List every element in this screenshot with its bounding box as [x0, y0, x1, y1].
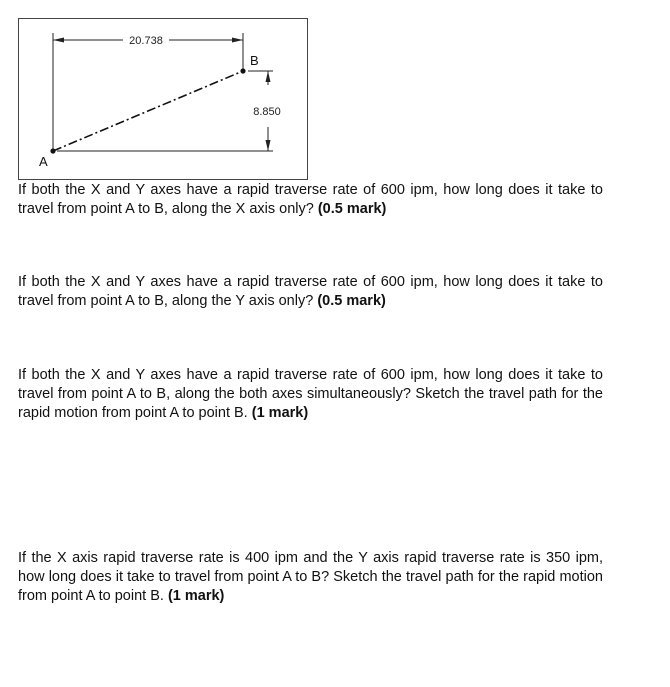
y-arrow-top-icon [266, 71, 271, 82]
question-1-text: If both the X and Y axes have a rapid traverse rate of 600 ipm, how long does it take to travel from point A to B, along the X axis only? [18, 182, 603, 217]
question-2-mark: (0.5 mark) [317, 293, 386, 309]
question-4-mark: (1 mark) [167, 588, 225, 604]
question-3 [18, 366, 603, 423]
y-arrow-bottom-icon [266, 140, 271, 151]
question-2-text: If both the X and Y axes have a rapid traverse rate of 600 ipm, how long does it take to travel from point A to B, along the Y axis only? [18, 274, 603, 309]
question-3-text: If both the X and Y axes have a rapid traverse rate of 600 ipm, how long does it take to travel from point A to B, along the both axes simultaneously? Sketch the travel path for the rapid motion from point A to point B. [18, 367, 603, 421]
point-b-label: B [250, 53, 259, 68]
diagram-drawing [19, 19, 309, 181]
x-arrow-right-icon [232, 38, 243, 43]
question-4 [18, 549, 603, 606]
question-3-mark: (1 mark) [251, 405, 309, 421]
point-a-dot [50, 148, 55, 153]
question-1 [18, 181, 603, 219]
point-a-label: A [39, 154, 48, 169]
question-1-mark: (0.5 mark) [317, 201, 387, 217]
dimension-diagram [18, 18, 308, 180]
question-4-text: If the X axis rapid traverse rate is 400 ipm and the Y axis rapid traverse rate is 350 ipm, how long does it take to travel from point A to B? Sketch the travel path for the rapid motion from point A to point B. [18, 550, 603, 604]
question-2 [18, 273, 603, 311]
point-b-dot [240, 68, 245, 73]
x-dimension-label: 20.738 [129, 35, 163, 47]
rapid-path-line [53, 71, 243, 151]
x-arrow-left-icon [53, 38, 64, 43]
y-dimension-label: 8.850 [253, 106, 281, 118]
